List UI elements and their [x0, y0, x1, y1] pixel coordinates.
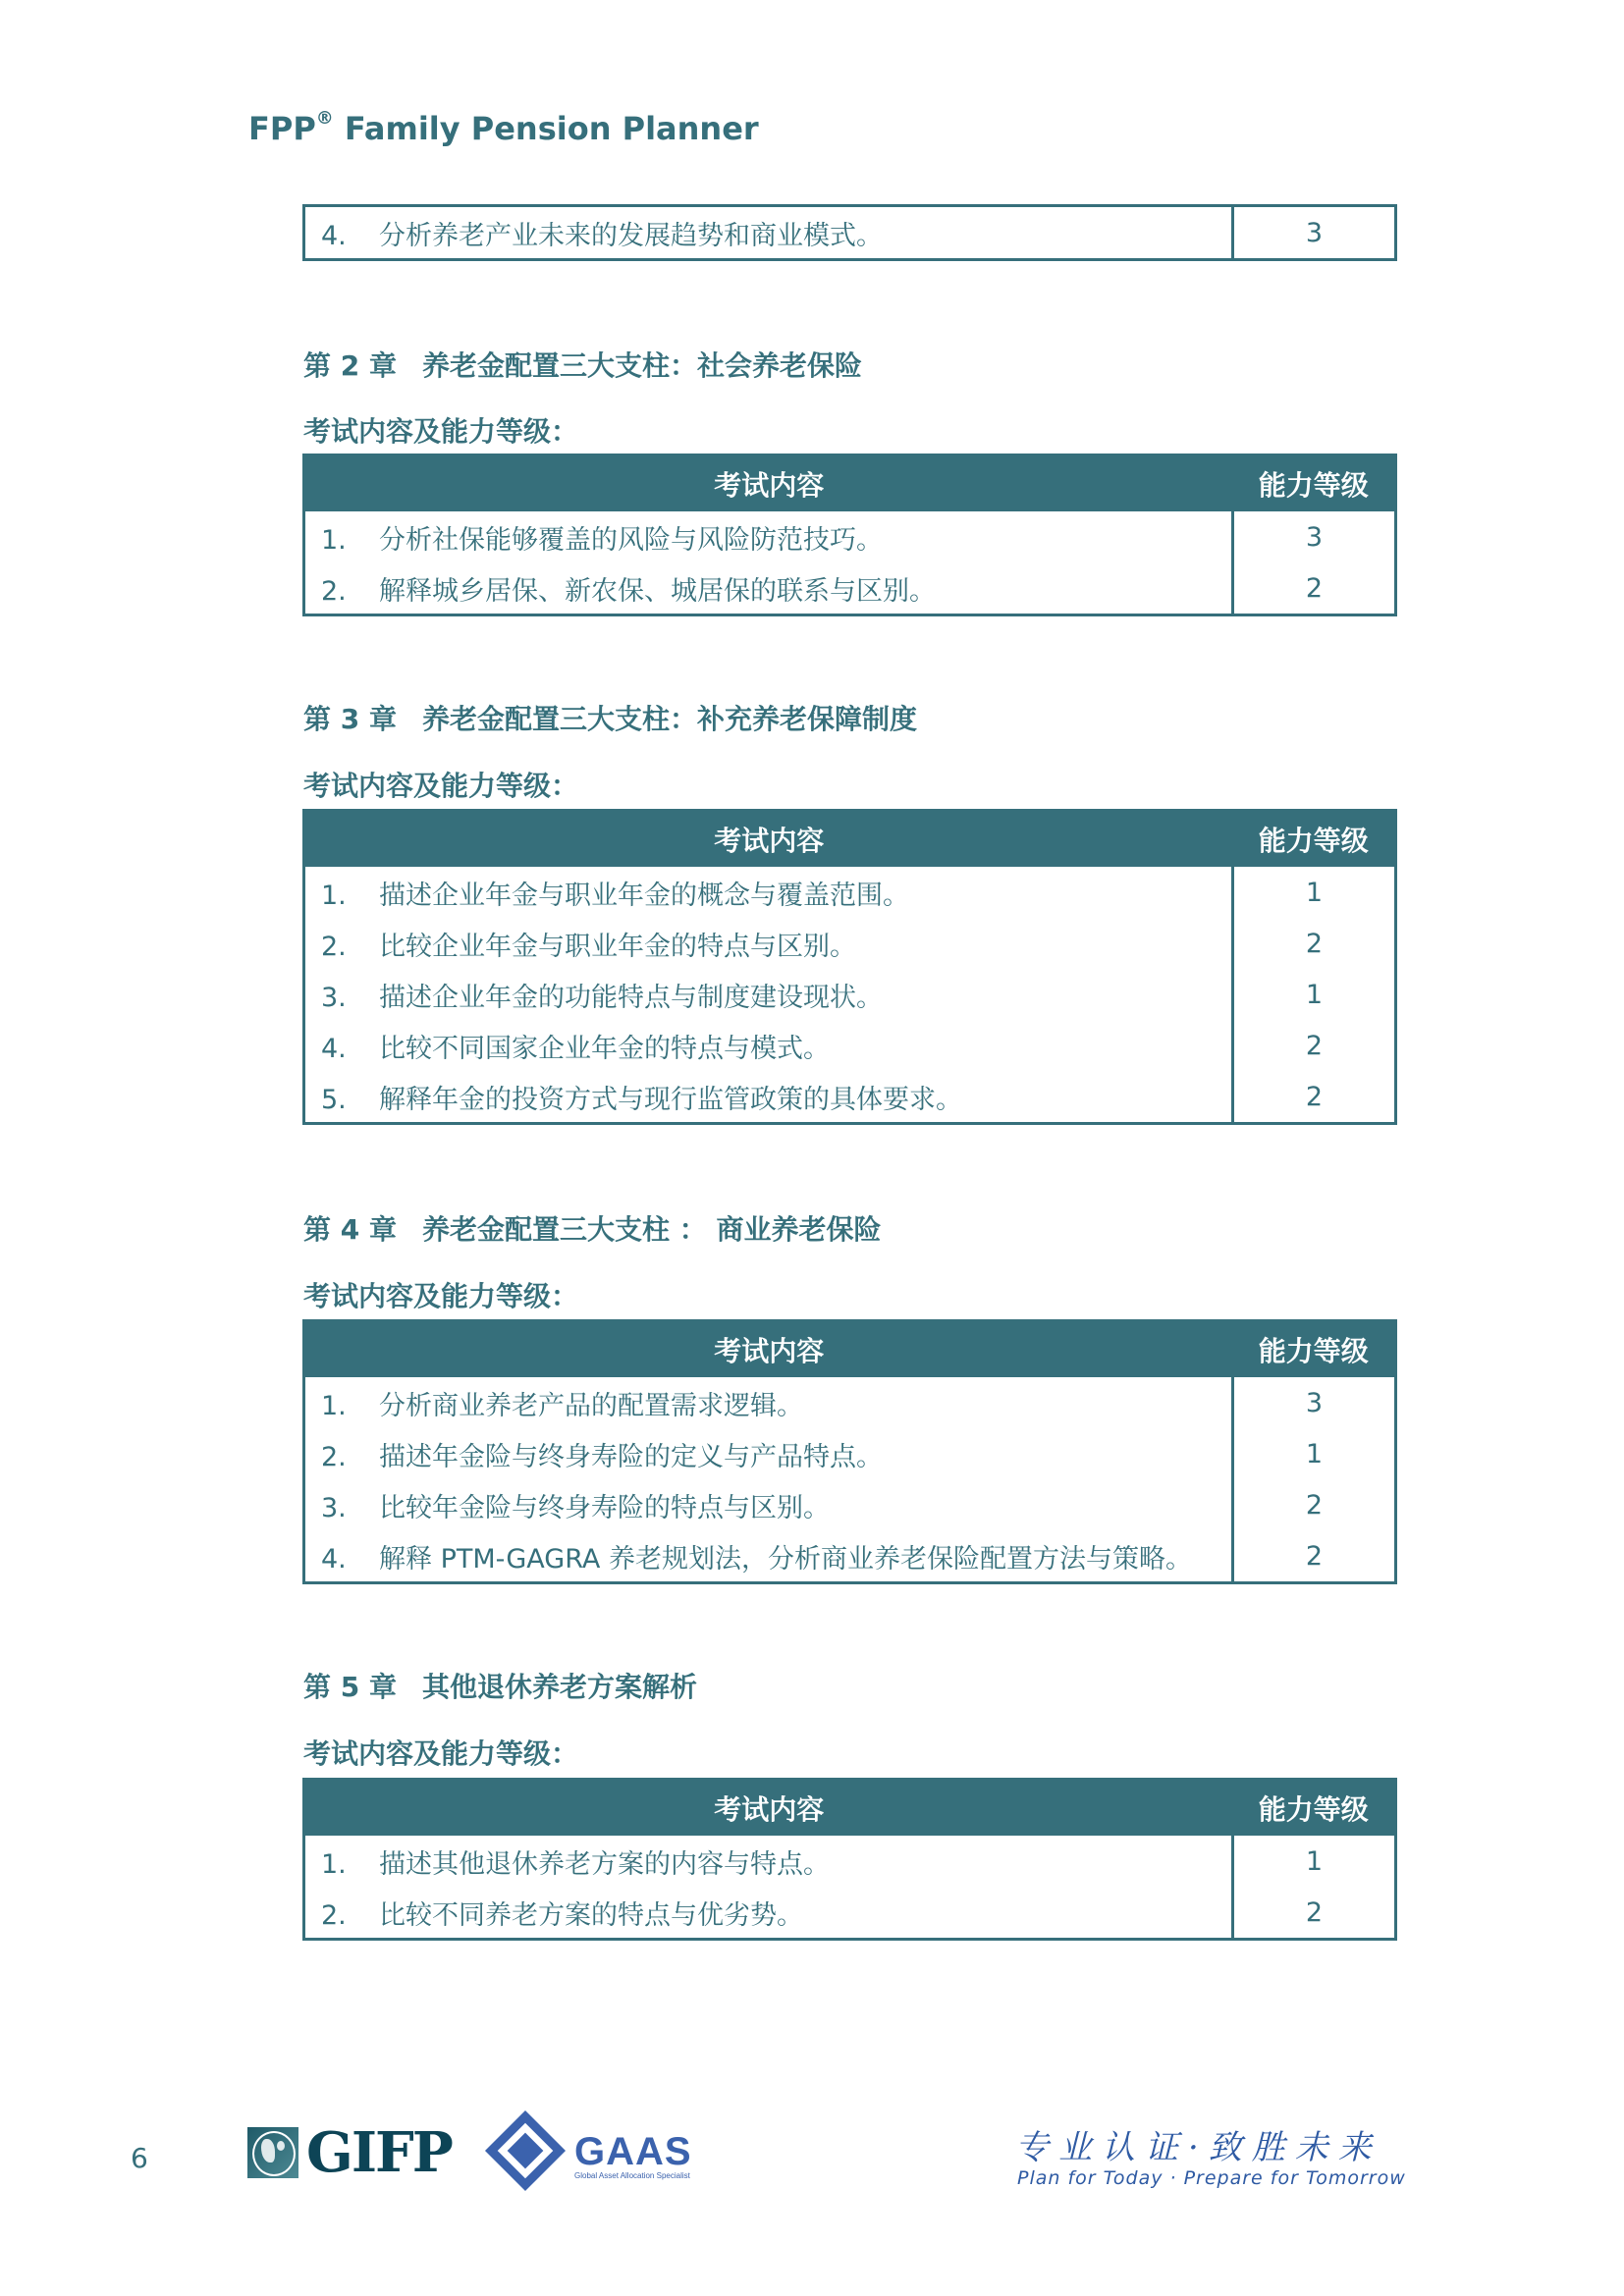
row-content: 解释 PTM-GAGRA 养老规划法，分析商业养老保险配置方法与策略。 [379, 1543, 1192, 1575]
level-cell: 1 [1305, 1438, 1324, 1469]
content-cell [304, 1071, 1233, 1124]
row-index: 1. [321, 880, 347, 911]
content-cell [304, 1428, 1233, 1479]
chapter-4-subheading: 考试内容及能力等级： [303, 1280, 579, 1312]
row-content: 比较不同国家企业年金的特点与模式。 [379, 1033, 830, 1064]
table-row [304, 562, 1396, 615]
level-cell: 3 [1305, 217, 1324, 248]
document-title [248, 110, 759, 147]
chapter-5-table [302, 1778, 1397, 1941]
table-row [304, 1377, 1396, 1428]
row-content: 描述其他退休养老方案的内容与特点。 [379, 1848, 830, 1880]
header-content: 考试内容 [304, 811, 1233, 868]
chapter-5-heading [303, 1668, 697, 1707]
table-header-row [304, 455, 1396, 512]
row-index: 2. [321, 1441, 347, 1472]
content-cell [304, 1530, 1233, 1583]
content-cell [304, 562, 1233, 615]
slogan-english: Plan for Today · Prepare for Tomorrow [1017, 2167, 1406, 2189]
row-index: 3. [321, 1492, 347, 1523]
table-row [304, 1479, 1396, 1530]
chapter-4-table [302, 1319, 1397, 1584]
gaas-logo [485, 2109, 711, 2197]
row-content: 描述企业年金的功能特点与制度建设现状。 [379, 982, 883, 1013]
header-level: 能力等级 [1233, 1321, 1396, 1378]
level-cell: 2 [1305, 1081, 1324, 1112]
chapter-4-heading [303, 1210, 882, 1250]
table-row [304, 969, 1396, 1020]
chapter-5-subheading: 考试内容及能力等级： [303, 1737, 579, 1770]
level-cell: 1 [1305, 877, 1324, 908]
row-content: 描述企业年金与职业年金的概念与覆盖范围。 [379, 880, 909, 911]
chapter-3-table [302, 809, 1397, 1125]
continuation-table [302, 204, 1397, 261]
globe-icon [247, 2127, 298, 2178]
level-cell: 2 [1305, 1896, 1324, 1928]
row-index: 4. [321, 1033, 347, 1064]
row-index: 1. [321, 1390, 347, 1421]
level-cell: 1 [1305, 979, 1324, 1010]
level-cell: 3 [1305, 1387, 1324, 1418]
chapter-3-heading [303, 700, 917, 739]
level-cell: 2 [1305, 572, 1324, 604]
row-index: 1. [321, 524, 347, 556]
content-cell [304, 867, 1233, 918]
row-content: 解释城乡居保、新农保、城居保的联系与区别。 [379, 575, 936, 607]
chapter-2-table [302, 454, 1397, 616]
row-index: 2. [321, 1899, 347, 1931]
row-content: 比较企业年金与职业年金的特点与区别。 [379, 931, 856, 962]
table-row [304, 206, 1396, 260]
chapter-number: 第 3 章 [303, 703, 397, 735]
table-row [304, 918, 1396, 969]
chapter-title: 养老金配置三大支柱 ： 商业养老保险 [422, 1213, 882, 1246]
table-row [304, 1836, 1396, 1887]
table-header-row [304, 811, 1396, 868]
table-row [304, 1887, 1396, 1940]
table-row [304, 1530, 1396, 1583]
chapter-number: 第 2 章 [303, 349, 397, 382]
row-index: 2. [321, 575, 347, 607]
slogan-chinese: 专业认证·致胜未来 [1015, 2128, 1381, 2167]
row-content: 分析商业养老产品的配置需求逻辑。 [379, 1390, 803, 1421]
row-index: 4. [321, 1543, 347, 1575]
table-row [304, 1020, 1396, 1071]
table-row [304, 511, 1396, 562]
gifp-logo-text: GIFP [306, 2120, 452, 2185]
row-index: 3. [321, 982, 347, 1013]
row-index: 4. [321, 220, 347, 251]
gaas-tagline: Global Asset Allocation Specialist [574, 2171, 690, 2180]
level-cell: 2 [1305, 1540, 1324, 1572]
chapter-3-subheading: 考试内容及能力等级： [303, 770, 579, 802]
content-cell [304, 511, 1233, 562]
chapter-title: 其他退休养老方案解析 [422, 1671, 698, 1703]
content-cell [304, 1479, 1233, 1530]
chapter-number: 第 4 章 [303, 1213, 397, 1246]
row-index: 5. [321, 1084, 347, 1115]
table-row [304, 867, 1396, 918]
registered-mark: ® [315, 108, 334, 129]
chapter-title: 养老金配置三大支柱：社会养老保险 [422, 349, 863, 382]
header-content: 考试内容 [304, 1321, 1233, 1378]
row-index: 1. [321, 1848, 347, 1880]
title-prefix: FPP [248, 110, 316, 147]
content-cell [304, 969, 1233, 1020]
content-cell [304, 1836, 1233, 1887]
header-level: 能力等级 [1233, 455, 1396, 512]
chapter-title: 养老金配置三大支柱：补充养老保障制度 [422, 703, 918, 735]
header-content: 考试内容 [304, 1780, 1233, 1837]
row-content: 比较年金险与终身寿险的特点与区别。 [379, 1492, 830, 1523]
level-cell: 2 [1305, 1030, 1324, 1061]
table-row [304, 1071, 1396, 1124]
page-number: 6 [131, 2142, 148, 2174]
level-cell: 2 [1305, 1489, 1324, 1521]
gaas-logo-text: GAAS [574, 2130, 692, 2173]
chapter-2-subheading: 考试内容及能力等级： [303, 415, 579, 448]
title-rest: Family Pension Planner [333, 110, 759, 147]
row-index: 2. [321, 931, 347, 962]
content-cell [304, 1020, 1233, 1071]
table-header-row [304, 1321, 1396, 1378]
content-cell [304, 1887, 1233, 1940]
table-header-row [304, 1780, 1396, 1837]
row-content: 描述年金险与终身寿险的定义与产品特点。 [379, 1441, 883, 1472]
row-content: 解释年金的投资方式与现行监管政策的具体要求。 [379, 1084, 962, 1115]
header-content: 考试内容 [304, 455, 1233, 512]
chapter-2-heading [303, 347, 862, 386]
header-level: 能力等级 [1233, 1780, 1396, 1837]
content-cell [304, 206, 1233, 260]
row-content: 比较不同养老方案的特点与优劣势。 [379, 1899, 803, 1931]
header-level: 能力等级 [1233, 811, 1396, 868]
table-row [304, 1428, 1396, 1479]
chapter-number: 第 5 章 [303, 1671, 397, 1703]
row-content: 分析养老产业未来的发展趋势和商业模式。 [379, 220, 883, 251]
content-cell [304, 1377, 1233, 1428]
row-content: 分析社保能够覆盖的风险与风险防范技巧。 [379, 524, 883, 556]
level-cell: 3 [1305, 521, 1324, 553]
content-cell [304, 918, 1233, 969]
level-cell: 1 [1305, 1845, 1324, 1877]
level-cell: 2 [1305, 928, 1324, 959]
